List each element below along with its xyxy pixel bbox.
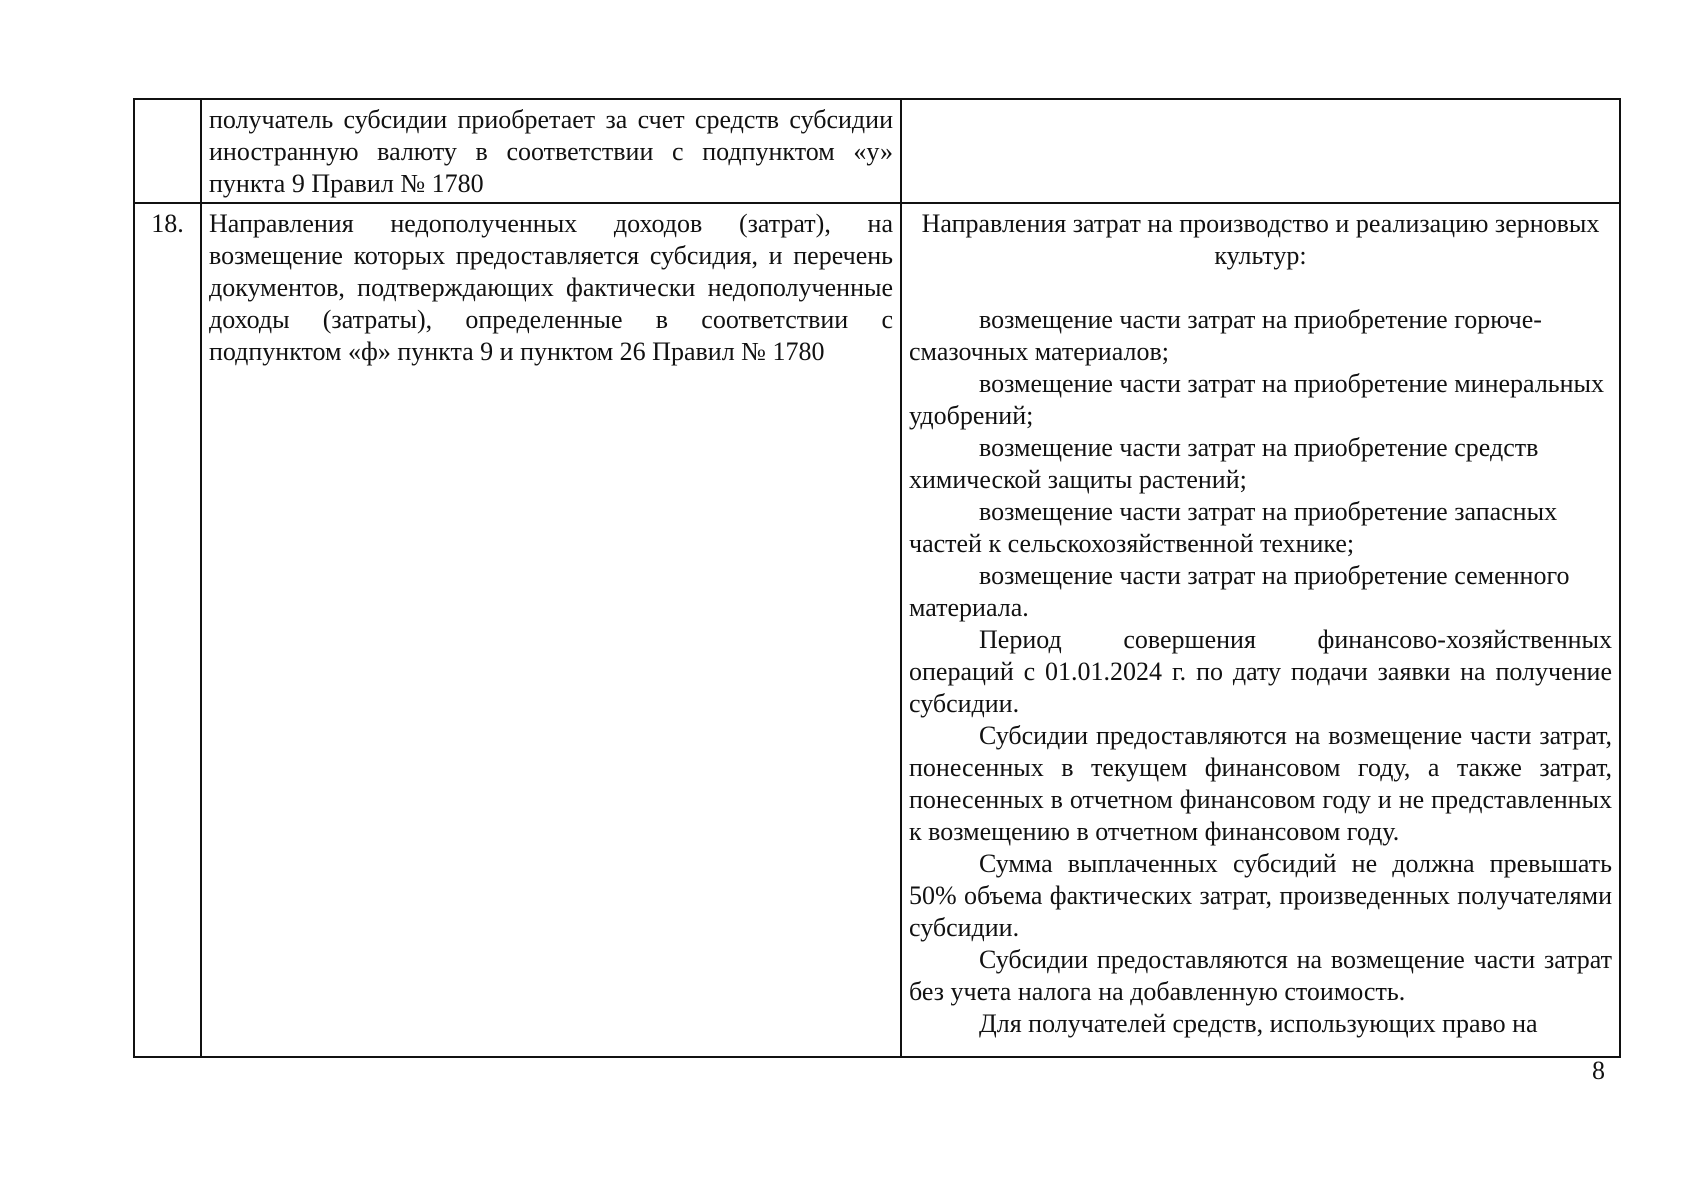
table-row (134, 203, 1620, 1057)
value-paragraph: Для получателей средств, использующих право на (979, 1009, 1538, 1038)
value-paragraph: Сумма выплаченных субсидий не должна превышать 50% объема фактических затрат, произведенных получателями субсидии. (909, 849, 1612, 942)
value-paragraph: Субсидии предоставляются на возмещение части затрат, понесенных в текущем финансовом году, а также затрат, понесенных в отчетном финансовом году и не представленных к возмещению в отчетном финансовом году. (909, 721, 1612, 846)
row-description-cell: получатель субсидии приобретает за счет средств субсидии иностранную валюту в соответствии с подпунктом «у» пункта 9 Правил № 1780 (201, 99, 901, 203)
spacer (909, 272, 1612, 304)
cost-item: возмещение части затрат на приобретение горюче-смазочных материалов; (909, 305, 1542, 366)
value-paragraph: Период совершения финансово-хозяйственных операций с 01.01.2024 г. по дату подачи заявки на получение субсидии. (909, 625, 1612, 718)
row-description-cell: Направления недополученных доходов (затрат), на возмещение которых предоставляется субсидия, и перечень документов, подтверждающих фактически недополученные доходы (затраты), определенные в соответствии с подпунктом «ф» пункта 9 и пунктом 26 Правил № 1780 (201, 203, 901, 1057)
cost-item: возмещение части затрат на приобретение средств химической защиты растений; (909, 433, 1539, 494)
value-paragraph: Субсидии предоставляются на возмещение части затрат без учета налога на добавленную стоимость. (909, 945, 1612, 1006)
cost-item: возмещение части затрат на приобретение запасных частей к сельскохозяйственной технике; (909, 497, 1558, 558)
row-value-cell (901, 203, 1620, 1057)
cost-item: возмещение части затрат на приобретение минеральных удобрений; (909, 369, 1605, 430)
table-row (134, 99, 1620, 203)
row-number-cell (134, 99, 201, 203)
cost-item: возмещение части затрат на приобретение семенного материала. (909, 561, 1570, 622)
row-number-cell: 18. (134, 203, 201, 1057)
page-number: 8 (1592, 1056, 1605, 1085)
value-heading: Направления затрат на производство и реализацию зерновых культур: (921, 209, 1600, 270)
row-value-cell (901, 99, 1620, 203)
requirements-table (133, 98, 1621, 1058)
